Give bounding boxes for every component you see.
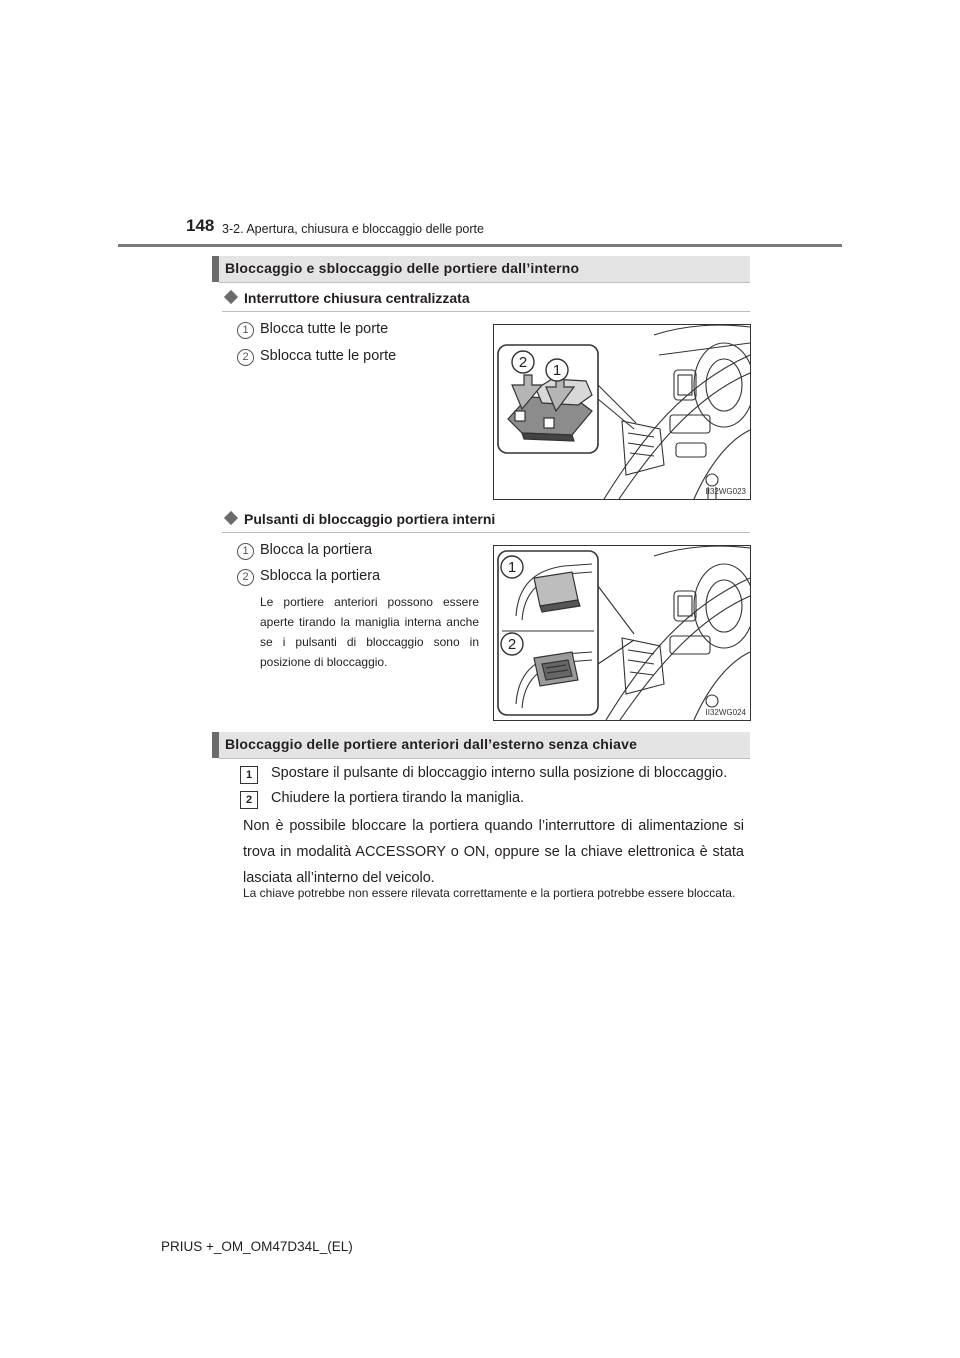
subheading-text: Pulsanti di bloccaggio portiera interni <box>244 511 496 527</box>
central-lock-switch-illustration <box>493 324 751 500</box>
section-title: Bloccaggio delle portiere anteriori dall’esterno senza chiave <box>225 736 638 752</box>
section-heading-outside <box>212 732 750 758</box>
subheading-divider <box>222 311 750 312</box>
document-code: PRIUS +_OM_OM47D34L_(EL) <box>161 1239 353 1254</box>
figure-callout: 2 <box>507 636 517 653</box>
dashboard-drawing <box>494 325 750 499</box>
figure-code: II32WG024 <box>705 708 746 717</box>
item-text: Blocca tutte le porte <box>260 321 389 337</box>
item-number-circle: 2 <box>237 569 254 586</box>
figure-callout: 1 <box>552 362 562 379</box>
figure-code: II32WG023 <box>705 487 746 496</box>
subheading-central-lock-switch <box>222 290 750 306</box>
item-text: Sblocca la portiera <box>260 568 381 584</box>
item-number-circle: 1 <box>237 322 254 339</box>
diamond-bullet-icon <box>224 511 238 525</box>
header-divider <box>118 244 842 247</box>
figure-callout: 1 <box>507 559 517 576</box>
note-text: Le portiere anteriori possono essere aperte tirando la maniglia interna anche se i pulsanti di bloccaggio sono in posizione di bloccaggio. <box>260 595 479 669</box>
page-number: 148 <box>186 216 215 235</box>
item-text: Blocca la portiera <box>260 542 373 558</box>
door-panel-drawing <box>494 546 750 720</box>
step-text: Chiudere la portiera tirando la maniglia. <box>271 790 525 806</box>
subheading-inside-lock-buttons <box>222 511 750 527</box>
body-paragraph: Non è possibile bloccare la portiera quando l’interruttore di alimentazione si trova in modalità ACCESSORY o ON, oppure se la chiave elettronica è stata lasciata all’interno del veicolo. <box>243 818 744 886</box>
item-number-circle: 1 <box>237 543 254 560</box>
section-accent <box>212 732 219 758</box>
note-text: La chiave potrebbe non essere rilevata correttamente e la portiera potrebbe essere bloccata. <box>243 886 736 900</box>
step-number-box: 1 <box>240 766 258 784</box>
inside-lock-button-illustration <box>493 545 751 721</box>
chapter-title: 3-2. Apertura, chiusura e bloccaggio delle porte <box>222 222 484 236</box>
subheading-text: Interruttore chiusura centralizzata <box>244 290 470 306</box>
subheading-divider <box>222 532 750 533</box>
section-heading-inside <box>212 256 750 282</box>
item-number-circle: 2 <box>237 349 254 366</box>
step-number-box: 2 <box>240 791 258 809</box>
step-text: Spostare il pulsante di bloccaggio interno sulla posizione di bloccaggio. <box>271 765 728 781</box>
diamond-bullet-icon <box>224 290 238 304</box>
item-text: Sblocca tutte le porte <box>260 348 397 364</box>
section-title: Bloccaggio e sbloccaggio delle portiere dall’interno <box>225 260 580 276</box>
section-accent <box>212 256 219 282</box>
figure-callout: 2 <box>518 354 528 371</box>
